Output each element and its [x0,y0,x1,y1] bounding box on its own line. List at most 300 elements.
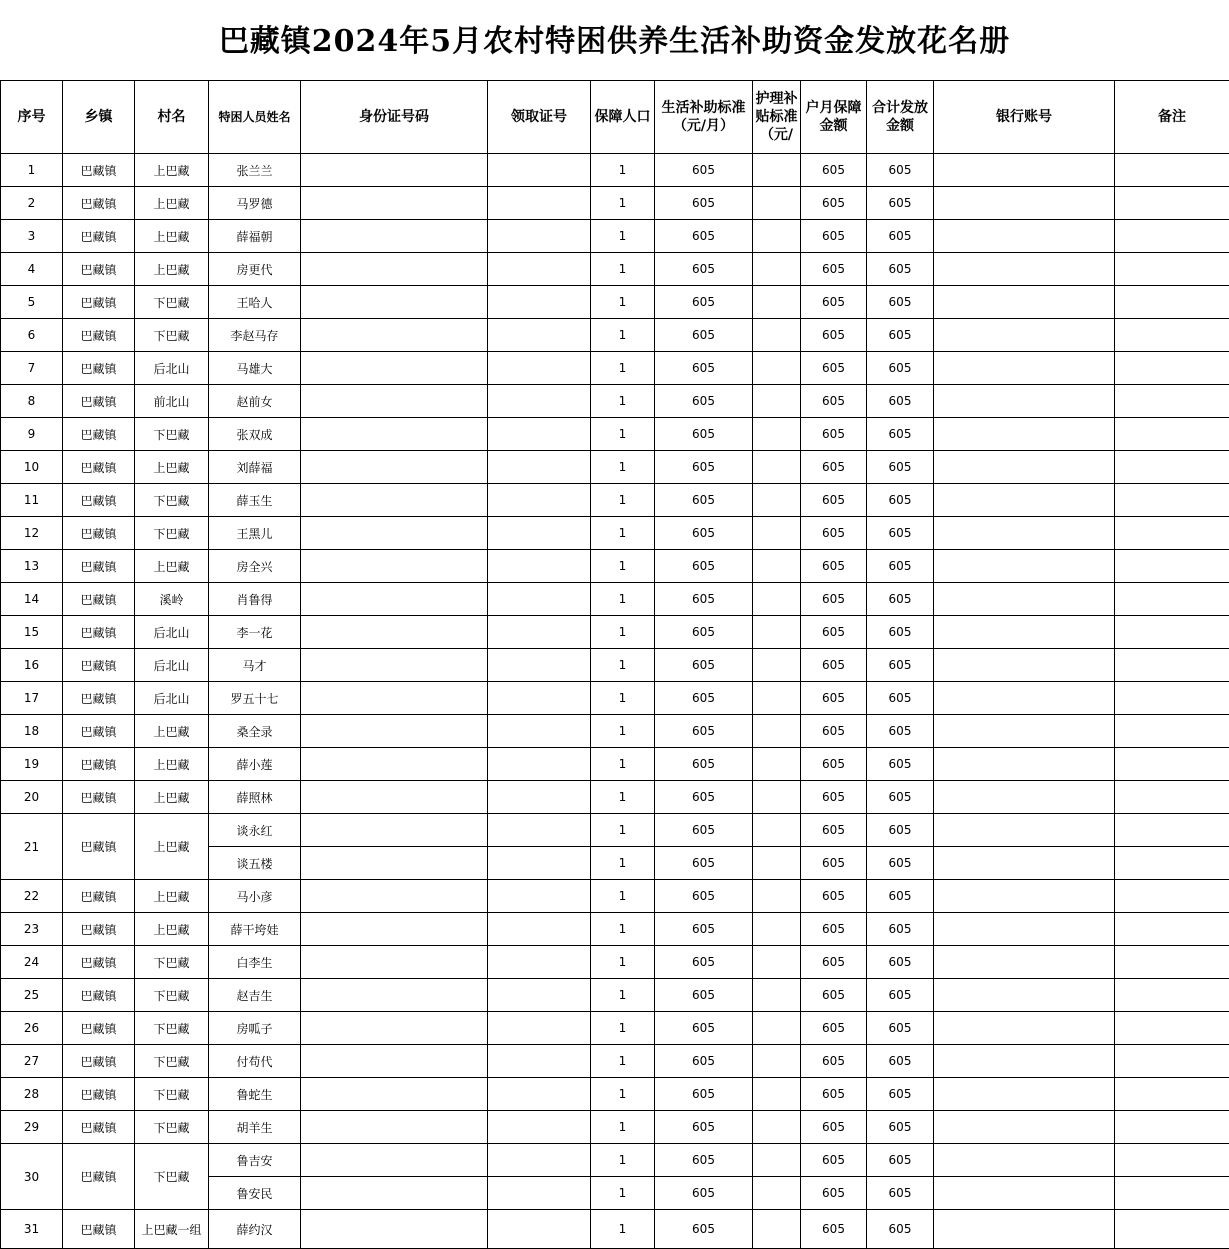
cell-total: 605 [867,550,934,583]
table-row [1,913,1229,946]
table-row [1,649,1229,682]
cell-care-std [753,616,801,649]
cell-population: 1 [591,847,655,880]
cell-monthly: 605 [801,715,867,748]
cell-care-std [753,1045,801,1078]
cell-village: 上巴藏 [135,220,209,253]
cell-living-std: 605 [655,880,753,913]
cell-town: 巴藏镇 [63,517,135,550]
cell-remark [1115,781,1229,814]
cell-remark [1115,451,1229,484]
cell-living-std: 605 [655,220,753,253]
cell-name: 赵前女 [209,385,301,418]
cell-living-std: 605 [655,451,753,484]
cell-care-std [753,946,801,979]
table-row [1,946,1229,979]
cell-seq: 2 [1,187,63,220]
cell-total: 605 [867,1111,934,1144]
cell-cert-number [488,748,591,781]
cell-population: 1 [591,781,655,814]
cell-bank [934,616,1115,649]
cell-monthly: 605 [801,154,867,187]
cell-bank [934,781,1115,814]
cell-village: 溪岭 [135,583,209,616]
cell-name: 胡羊生 [209,1111,301,1144]
cell-village: 上巴藏 [135,880,209,913]
cell-care-std [753,1144,801,1177]
cell-population: 1 [591,748,655,781]
cell-id-number [301,682,488,715]
cell-name: 房更代 [209,253,301,286]
cell-monthly: 605 [801,616,867,649]
cell-total: 605 [867,1210,934,1249]
cell-seq: 11 [1,484,63,517]
cell-seq: 21 [1,814,63,880]
cell-village: 下巴藏 [135,319,209,352]
cell-living-std: 605 [655,814,753,847]
table-row [1,1144,1229,1177]
cell-seq: 18 [1,715,63,748]
cell-id-number [301,1111,488,1144]
cell-village: 上巴藏 [135,154,209,187]
cell-id-number [301,616,488,649]
cell-seq: 15 [1,616,63,649]
cell-town: 巴藏镇 [63,649,135,682]
cell-total: 605 [867,286,934,319]
roster-table [0,80,1229,1249]
cell-care-std [753,220,801,253]
cell-town: 巴藏镇 [63,319,135,352]
cell-id-number [301,418,488,451]
table-row [1,1210,1229,1249]
cell-id-number [301,880,488,913]
cell-seq: 4 [1,253,63,286]
cell-seq: 31 [1,1210,63,1249]
cell-total: 605 [867,451,934,484]
cell-town: 巴藏镇 [63,682,135,715]
cell-total: 605 [867,517,934,550]
cell-name: 王哈人 [209,286,301,319]
cell-remark [1115,715,1229,748]
cell-monthly: 605 [801,1111,867,1144]
table-row [1,1078,1229,1111]
cell-remark [1115,748,1229,781]
cell-care-std [753,1210,801,1249]
cell-cert-number [488,451,591,484]
cell-living-std: 605 [655,1078,753,1111]
cell-remark [1115,220,1229,253]
cell-cert-number [488,847,591,880]
cell-bank [934,979,1115,1012]
cell-id-number [301,946,488,979]
cell-seq: 29 [1,1111,63,1144]
cell-cert-number [488,913,591,946]
cell-care-std [753,385,801,418]
cell-village: 上巴藏 [135,748,209,781]
table-row [1,1012,1229,1045]
cell-total: 605 [867,253,934,286]
cell-seq: 19 [1,748,63,781]
cell-town: 巴藏镇 [63,550,135,583]
header-seq: 序号 [1,81,63,154]
cell-monthly: 605 [801,781,867,814]
cell-cert-number [488,253,591,286]
cell-town: 巴藏镇 [63,220,135,253]
cell-town: 巴藏镇 [63,715,135,748]
cell-monthly: 605 [801,946,867,979]
cell-village: 下巴藏 [135,1078,209,1111]
cell-name: 付苟代 [209,1045,301,1078]
cell-monthly: 605 [801,319,867,352]
cell-total: 605 [867,220,934,253]
cell-monthly: 605 [801,979,867,1012]
cell-total: 605 [867,154,934,187]
cell-name: 肖鲁得 [209,583,301,616]
header-name-label: 特困人员姓名 [218,110,291,124]
cell-id-number [301,253,488,286]
cell-id-number [301,451,488,484]
cell-village: 下巴藏 [135,946,209,979]
cell-village: 下巴藏 [135,484,209,517]
cell-name: 白李生 [209,946,301,979]
cell-name: 薛干垮娃 [209,913,301,946]
header-remark: 备注 [1115,81,1229,154]
cell-living-std: 605 [655,418,753,451]
cell-town: 巴藏镇 [63,253,135,286]
cell-care-std [753,748,801,781]
table-row [1,1111,1229,1144]
header-total [867,81,934,154]
cell-cert-number [488,946,591,979]
cell-monthly: 605 [801,847,867,880]
cell-total: 605 [867,715,934,748]
cell-population: 1 [591,1144,655,1177]
cell-name: 马罗德 [209,187,301,220]
cell-population: 1 [591,682,655,715]
table-row [1,220,1229,253]
cell-population: 1 [591,1177,655,1210]
cell-bank [934,319,1115,352]
cell-cert-number [488,880,591,913]
cell-monthly: 605 [801,1144,867,1177]
cell-village: 后北山 [135,352,209,385]
cell-id-number [301,748,488,781]
header-population-label: 保障人口 [594,109,651,125]
cell-remark [1115,550,1229,583]
cell-total: 605 [867,583,934,616]
cell-population: 1 [591,418,655,451]
cell-total: 605 [867,1045,934,1078]
cell-cert-number [488,484,591,517]
cell-seq: 14 [1,583,63,616]
cell-town: 巴藏镇 [63,1012,135,1045]
cell-population: 1 [591,451,655,484]
table-row [1,451,1229,484]
cell-id-number [301,385,488,418]
cell-bank [934,1045,1115,1078]
table-row [1,715,1229,748]
cell-monthly: 605 [801,1078,867,1111]
cell-monthly: 605 [801,1210,867,1249]
cell-monthly: 605 [801,748,867,781]
cell-bank [934,1144,1115,1177]
cell-remark [1115,484,1229,517]
cell-name: 薛小莲 [209,748,301,781]
cell-care-std [753,418,801,451]
cell-total: 605 [867,682,934,715]
cell-name: 赵吉生 [209,979,301,1012]
cell-population: 1 [591,286,655,319]
cell-monthly: 605 [801,550,867,583]
cell-bank [934,286,1115,319]
cell-remark [1115,847,1229,880]
cell-bank [934,352,1115,385]
cell-name: 鲁蛇生 [209,1078,301,1111]
cell-cert-number [488,550,591,583]
cell-total: 605 [867,319,934,352]
cell-seq: 8 [1,385,63,418]
cell-remark [1115,1012,1229,1045]
cell-town: 巴藏镇 [63,385,135,418]
cell-cert-number [488,616,591,649]
table-row [1,550,1229,583]
header-total-label: 合计发放金额 [872,100,928,134]
cell-bank [934,1111,1115,1144]
cell-cert-number [488,1210,591,1249]
table-row [1,517,1229,550]
cell-care-std [753,253,801,286]
cell-name: 马雄大 [209,352,301,385]
cell-id-number [301,979,488,1012]
cell-id-number [301,715,488,748]
cell-remark [1115,583,1229,616]
cell-monthly: 605 [801,1012,867,1045]
cell-bank [934,814,1115,847]
cell-living-std: 605 [655,517,753,550]
cell-living-std: 605 [655,781,753,814]
cell-remark [1115,880,1229,913]
cell-seq: 20 [1,781,63,814]
cell-care-std [753,286,801,319]
cell-care-std [753,880,801,913]
cell-cert-number [488,1144,591,1177]
cell-bank [934,748,1115,781]
cell-seq: 10 [1,451,63,484]
cell-remark [1115,682,1229,715]
cell-population: 1 [591,253,655,286]
cell-town: 巴藏镇 [63,1045,135,1078]
cell-remark [1115,418,1229,451]
cell-living-std: 605 [655,583,753,616]
cell-care-std [753,550,801,583]
cell-town: 巴藏镇 [63,583,135,616]
cell-total: 605 [867,484,934,517]
cell-population: 1 [591,946,655,979]
cell-village: 前北山 [135,385,209,418]
cell-bank [934,253,1115,286]
cell-town: 巴藏镇 [63,979,135,1012]
cell-seq: 7 [1,352,63,385]
cell-remark [1115,814,1229,847]
cell-cert-number [488,220,591,253]
cell-remark [1115,979,1229,1012]
cell-village: 下巴藏 [135,979,209,1012]
cell-town: 巴藏镇 [63,814,135,880]
cell-care-std [753,187,801,220]
cell-name: 桑全录 [209,715,301,748]
cell-total: 605 [867,880,934,913]
cell-cert-number [488,1045,591,1078]
cell-cert-number [488,682,591,715]
cell-population: 1 [591,649,655,682]
table-row [1,286,1229,319]
cell-total: 605 [867,913,934,946]
cell-seq: 6 [1,319,63,352]
cell-care-std [753,814,801,847]
cell-id-number [301,1012,488,1045]
cell-total: 605 [867,649,934,682]
cell-living-std: 605 [655,1210,753,1249]
cell-monthly: 605 [801,880,867,913]
cell-id-number [301,1045,488,1078]
cell-monthly: 605 [801,583,867,616]
cell-living-std: 605 [655,748,753,781]
cell-cert-number [488,1078,591,1111]
header-living-std-label: 生活补助标准 （元/月） [661,100,746,134]
cell-seq: 16 [1,649,63,682]
cell-remark [1115,187,1229,220]
cell-seq: 12 [1,517,63,550]
cell-living-std: 605 [655,649,753,682]
cell-name: 薛约汉 [209,1210,301,1249]
cell-cert-number [488,286,591,319]
cell-total: 605 [867,781,934,814]
cell-remark [1115,1177,1229,1210]
cell-total: 605 [867,352,934,385]
cell-living-std: 605 [655,1012,753,1045]
cell-monthly: 605 [801,418,867,451]
cell-id-number [301,550,488,583]
cell-living-std: 605 [655,1144,753,1177]
table-row [1,616,1229,649]
cell-town: 巴藏镇 [63,286,135,319]
cell-care-std [753,1177,801,1210]
table-row [1,352,1229,385]
cell-cert-number [488,1012,591,1045]
cell-remark [1115,649,1229,682]
cell-remark [1115,616,1229,649]
cell-id-number [301,484,488,517]
table-row [1,748,1229,781]
cell-population: 1 [591,1012,655,1045]
cell-id-number [301,187,488,220]
cell-population: 1 [591,220,655,253]
cell-monthly: 605 [801,451,867,484]
cell-name: 李一花 [209,616,301,649]
cell-id-number [301,913,488,946]
header-monthly [801,81,867,154]
table-row [1,880,1229,913]
cell-id-number [301,517,488,550]
cell-population: 1 [591,913,655,946]
cell-name: 张双成 [209,418,301,451]
cell-cert-number [488,517,591,550]
cell-remark [1115,286,1229,319]
cell-id-number [301,649,488,682]
document-title: 巴藏镇2024年5月农村特困供养生活补助资金发放花名册 [218,24,1011,59]
cell-care-std [753,517,801,550]
cell-village: 后北山 [135,649,209,682]
header-population [591,81,655,154]
cell-name: 鲁安民 [209,1177,301,1210]
cell-total: 605 [867,418,934,451]
cell-village: 后北山 [135,616,209,649]
cell-monthly: 605 [801,517,867,550]
cell-name: 薛玉生 [209,484,301,517]
cell-id-number [301,781,488,814]
cell-monthly: 605 [801,484,867,517]
cell-bank [934,220,1115,253]
cell-care-std [753,913,801,946]
cell-seq: 28 [1,1078,63,1111]
cell-remark [1115,253,1229,286]
cell-living-std: 605 [655,154,753,187]
cell-cert-number [488,1111,591,1144]
cell-bank [934,649,1115,682]
cell-bank [934,418,1115,451]
cell-care-std [753,484,801,517]
cell-seq: 13 [1,550,63,583]
cell-name: 李赵马存 [209,319,301,352]
cell-cert-number [488,781,591,814]
cell-cert-number [488,418,591,451]
cell-total: 605 [867,1144,934,1177]
cell-living-std: 605 [655,385,753,418]
cell-name: 马才 [209,649,301,682]
cell-remark [1115,946,1229,979]
cell-living-std: 605 [655,319,753,352]
cell-care-std [753,154,801,187]
cell-population: 1 [591,814,655,847]
cell-monthly: 605 [801,1177,867,1210]
cell-id-number [301,286,488,319]
cell-cert-number [488,1177,591,1210]
cell-total: 605 [867,946,934,979]
cell-population: 1 [591,1045,655,1078]
cell-total: 605 [867,616,934,649]
cell-village: 上巴藏 [135,814,209,880]
cell-population: 1 [591,352,655,385]
cell-remark [1115,1210,1229,1249]
cell-town: 巴藏镇 [63,1078,135,1111]
cell-seq: 1 [1,154,63,187]
cell-living-std: 605 [655,847,753,880]
cell-total: 605 [867,1012,934,1045]
cell-town: 巴藏镇 [63,1210,135,1249]
cell-name: 薛福朝 [209,220,301,253]
cell-living-std: 605 [655,979,753,1012]
cell-village: 后北山 [135,682,209,715]
cell-cert-number [488,814,591,847]
cell-population: 1 [591,616,655,649]
cell-village: 上巴藏 [135,781,209,814]
cell-care-std [753,1012,801,1045]
header-cert-number: 领取证号 [488,81,591,154]
cell-living-std: 605 [655,682,753,715]
cell-village: 上巴藏 [135,550,209,583]
table-row [1,187,1229,220]
table-row [1,814,1229,847]
